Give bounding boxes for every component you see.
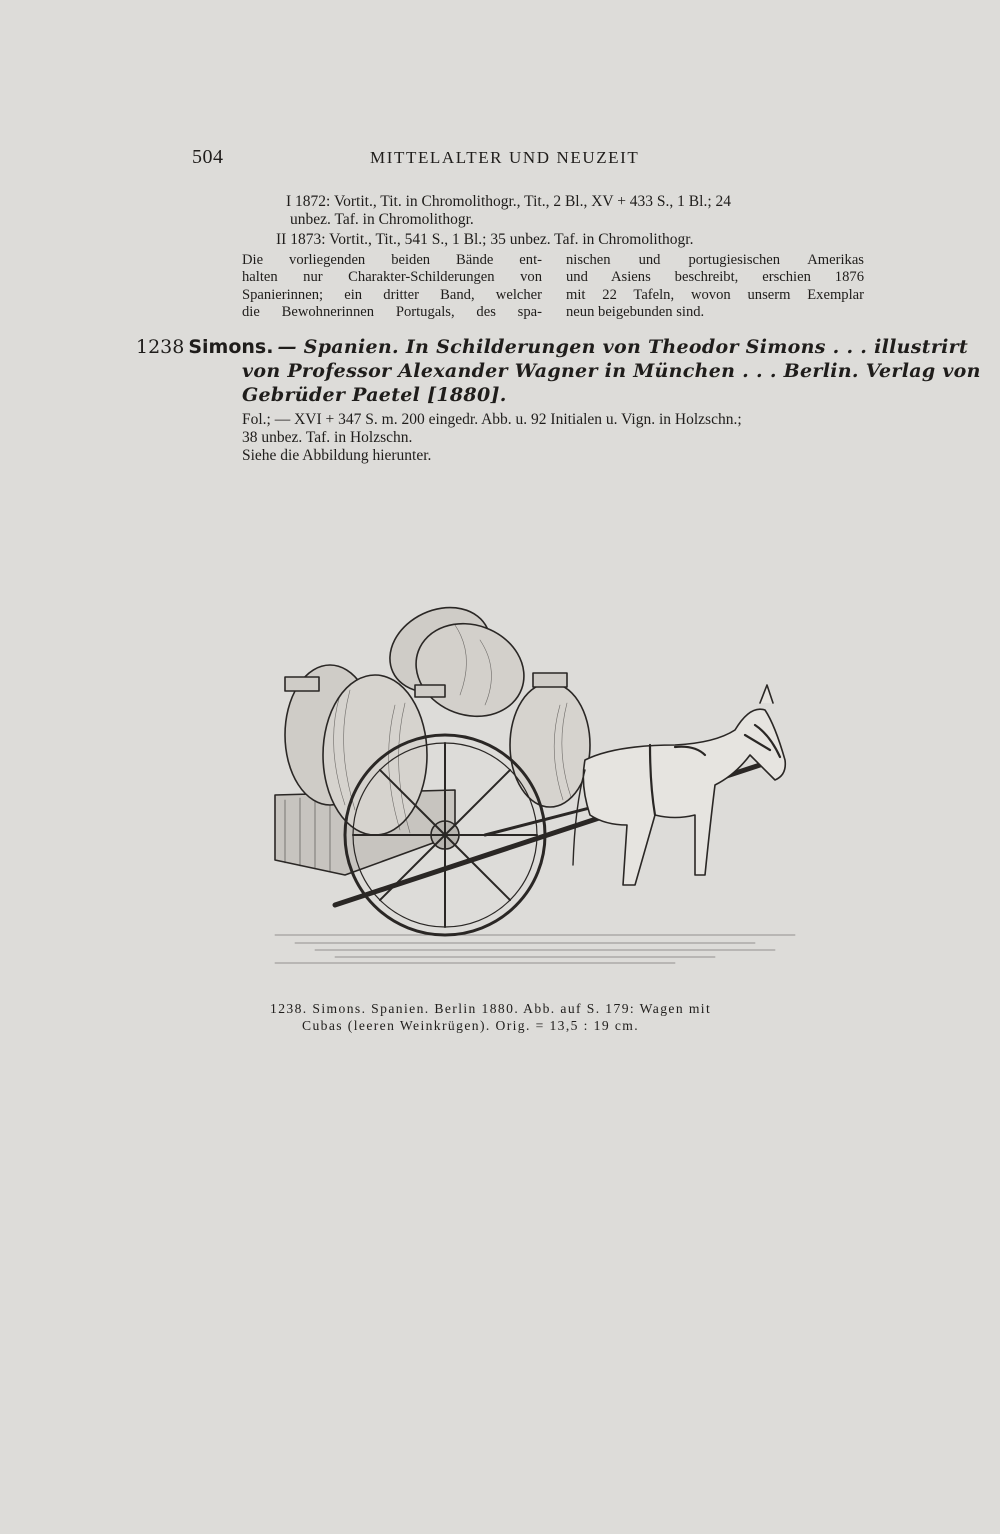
volume-two-line: II 1873: Vortit., Tit., 541 S., 1 Bl.; 35 unbez. Taf. in Chromolithogr. — [276, 231, 694, 248]
volume-one-line: I 1872: Vortit., Tit. in Chromolithogr., Tit., 2 Bl., XV + 433 S., 1 Bl.; 24 — [286, 193, 732, 210]
note-right-line: mit 22 Tafeln, wovon unserm Exemplar — [566, 286, 864, 303]
volume-one-line-cont: unbez. Taf. in Chromolithogr. — [290, 211, 474, 228]
entry-title-line-2: von Professor Alexander Wagner in München . . . Berlin. Verlag von — [242, 360, 981, 382]
entry-title: — Spanien. In Schilderungen von Theodor Simons . . . illustrirt — [277, 336, 969, 358]
entry-heading — [136, 336, 968, 358]
figure-caption-line-2: Cubas (leeren Weinkrügen). Orig. = 13,5 : 19 cm. — [302, 1018, 640, 1033]
note-left-line: die Bewohnerinnen Portugals, des spa- — [242, 304, 542, 321]
entry-title-line-3: Gebrüder Paetel [1880]. — [242, 384, 507, 406]
cart-illustration — [255, 585, 815, 975]
note-left-line: halten nur Charakter-Schilderungen von — [242, 269, 542, 286]
note-column-right — [566, 252, 864, 322]
note-left-line: Die vorliegenden beiden Bände ent- — [242, 252, 542, 268]
figure-caption-line-1: 1238. Simons. Spanien. Berlin 1880. Abb. auf S. 179: Wagen mit — [270, 1001, 712, 1016]
entry-number: 1238 — [136, 336, 185, 358]
note-right-line: nischen und portugiesischen Amerikas — [566, 252, 864, 268]
running-title: MITTELALTER UND NEUZEIT — [370, 148, 640, 167]
collation-line-cont: 38 unbez. Taf. in Holzschn. — [242, 429, 413, 446]
collation-line: Fol.; — XVI + 347 S. m. 200 eingedr. Abb. u. 92 Initialen u. Vign. in Holzschn.; — [242, 411, 742, 428]
entry-author: Simons. — [188, 336, 274, 358]
see-note: Siehe die Abbildung hierunter. — [242, 447, 432, 464]
note-right-line: und Asiens beschreibt, erschien 1876 — [566, 269, 864, 286]
note-left-line: Spanierinnen; ein dritter Band, welcher — [242, 286, 542, 303]
note-right-line: neun beigebunden sind. — [566, 304, 705, 321]
note-column-left — [242, 252, 542, 322]
page-number: 504 — [192, 146, 224, 168]
